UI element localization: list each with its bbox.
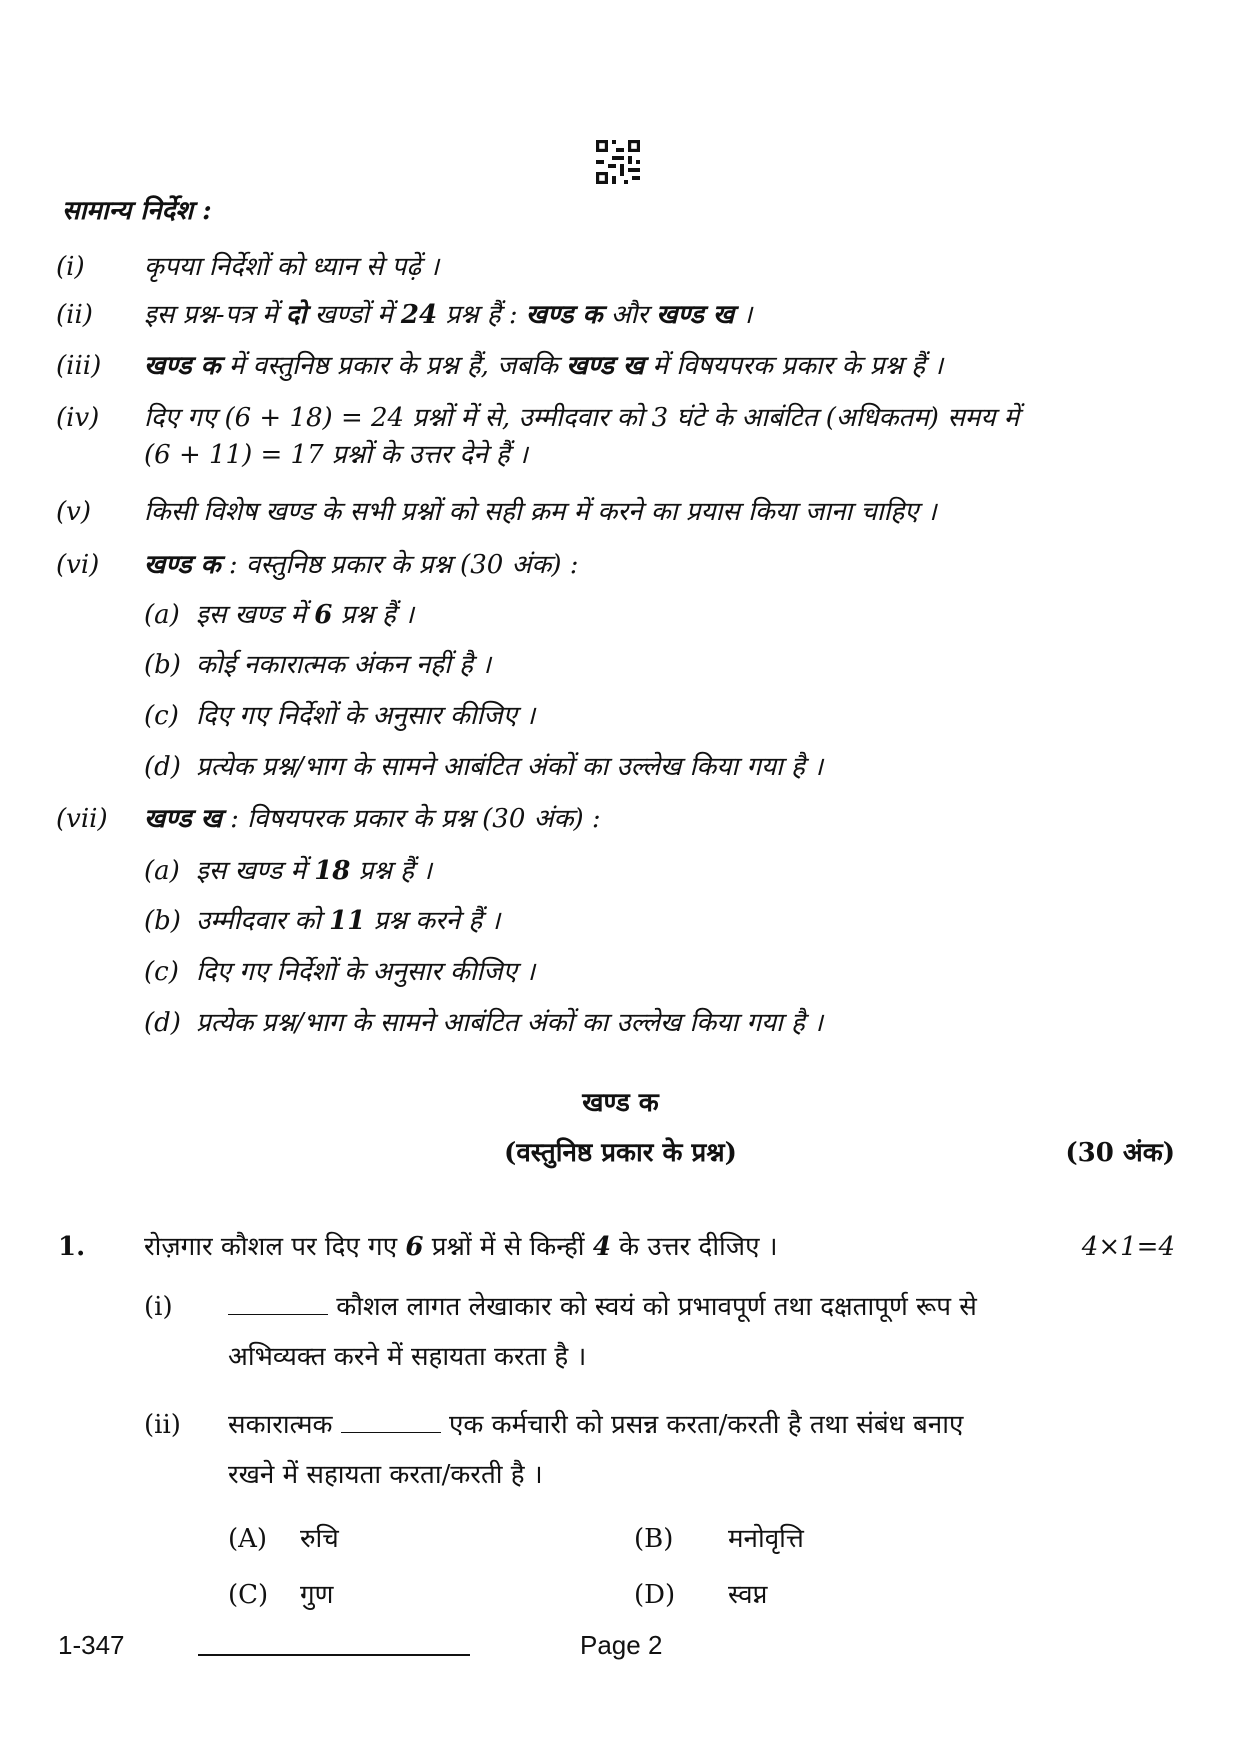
instruction-vii-text: खण्ड ख : विषयपरक प्रकार के प्रश्न (30 अंक) : <box>144 804 601 834</box>
question-1-marks: 4×1=4 <box>1081 1232 1175 1262</box>
vi-b-label: (b) <box>144 650 181 680</box>
vii-b-text: उम्मीदवार को 11 प्रश्न करने हैं । <box>196 906 501 936</box>
general-instructions-title: सामान्य निर्देश : <box>62 196 212 226</box>
vi-d-label: (d) <box>144 752 181 782</box>
instruction-iv-line1: दिए गए (6 + 18) = 24 प्रश्नों में से, उम्मीदवार को 3 घंटे के आबंटित (अधिकतम) समय में <box>144 403 1020 433</box>
vi-c-text: दिए गए निर्देशों के अनुसार कीजिए । <box>196 701 536 731</box>
instruction-v-label: (v) <box>56 497 91 527</box>
instruction-iv-line2: (6 + 11) = 17 प्रश्नों के उत्तर देने हैं । <box>144 440 528 470</box>
option-b-label: (B) <box>634 1524 674 1554</box>
option-d-label: (D) <box>634 1580 676 1610</box>
qr-code-image <box>596 140 640 184</box>
vii-d-text: प्रत्येक प्रश्न/भाग के सामने आबंटित अंकों का उल्लेख किया गया है । <box>196 1008 823 1038</box>
vii-c-text: दिए गए निर्देशों के अनुसार कीजिए । <box>196 957 536 987</box>
q1-ii-label: (ii) <box>144 1410 181 1440</box>
q1-i-line1: कौशल लागत लेखाकार को स्वयं को प्रभावपूर्ण तथा दक्षतापूर्ण रूप से <box>228 1290 977 1324</box>
option-d-text: स्वप्न <box>728 1580 768 1610</box>
q1-i-label: (i) <box>144 1292 173 1322</box>
instruction-ii-text: इस प्रश्न-पत्र में दो खण्डों में 24 प्रश्न हैं : खण्ड क और खण्ड ख । <box>144 300 753 330</box>
vii-c-label: (c) <box>144 957 179 987</box>
option-a-text: रुचि <box>300 1524 339 1554</box>
section-subtitle: (वस्तुनिष्ठ प्रकार के प्रश्न) <box>504 1138 737 1168</box>
q1-ii-line1: सकारात्मक एक कर्मचारी को प्रसन्न करता/करती है तथा संबंध बनाए <box>228 1410 964 1440</box>
option-c-label: (C) <box>228 1580 269 1610</box>
footer-paper-code: 1-347 <box>58 1630 125 1660</box>
instruction-vi-label: (vi) <box>56 550 100 580</box>
instruction-iii-text: खण्ड क में वस्तुनिष्ठ प्रकार के प्रश्न हैं, जबकि खण्ड ख में विषयपरक प्रकार के प्रश्न हैं । <box>144 351 944 381</box>
footer-page-number: Page 2 <box>580 1630 663 1660</box>
footer-divider <box>198 1654 470 1656</box>
q1-i-line2: अभिव्यक्त करने में सहायता करता है । <box>228 1342 587 1372</box>
instruction-i-label: (i) <box>56 252 85 282</box>
blank-line <box>341 1414 441 1433</box>
option-b-text: मनोवृत्ति <box>728 1524 804 1554</box>
instruction-vi-text: खण्ड क : वस्तुनिष्ठ प्रकार के प्रश्न (30 अंक) : <box>144 550 579 580</box>
q1-ii-line2: रखने में सहायता करता/करती है । <box>228 1460 543 1490</box>
blank-line <box>228 1296 328 1315</box>
section-title: खण्ड क <box>582 1088 659 1118</box>
section-marks: (30 अंक) <box>1065 1138 1175 1168</box>
vi-c-label: (c) <box>144 701 179 731</box>
option-a-label: (A) <box>228 1524 268 1554</box>
vi-d-text: प्रत्येक प्रश्न/भाग के सामने आबंटित अंकों का उल्लेख किया गया है । <box>196 752 823 782</box>
instruction-ii-label: (ii) <box>56 300 93 330</box>
instruction-i-text: कृपया निर्देशों को ध्यान से पढ़ें । <box>144 252 440 282</box>
vi-a-label: (a) <box>144 600 180 630</box>
instruction-iii-label: (iii) <box>56 351 102 381</box>
question-1-number: 1. <box>58 1232 86 1262</box>
question-1-text: रोज़गार कौशल पर दिए गए 6 प्रश्नों में से किन्हीं 4 के उत्तर दीजिए । <box>144 1232 778 1262</box>
vi-a-text: इस खण्ड में 6 प्रश्न हैं । <box>196 600 414 630</box>
instruction-vii-label: (vii) <box>56 804 108 834</box>
option-c-text: गुण <box>300 1580 334 1610</box>
vii-a-text: इस खण्ड में 18 प्रश्न हैं । <box>196 856 433 886</box>
vii-b-label: (b) <box>144 906 181 936</box>
instruction-v-text: किसी विशेष खण्ड के सभी प्रश्नों को सही क्रम में करने का प्रयास किया जाना चाहिए । <box>144 497 937 527</box>
vii-a-label: (a) <box>144 856 180 886</box>
vi-b-text: कोई नकारात्मक अंकन नहीं है । <box>196 650 492 680</box>
vii-d-label: (d) <box>144 1008 181 1038</box>
instruction-iv-label: (iv) <box>56 403 100 433</box>
